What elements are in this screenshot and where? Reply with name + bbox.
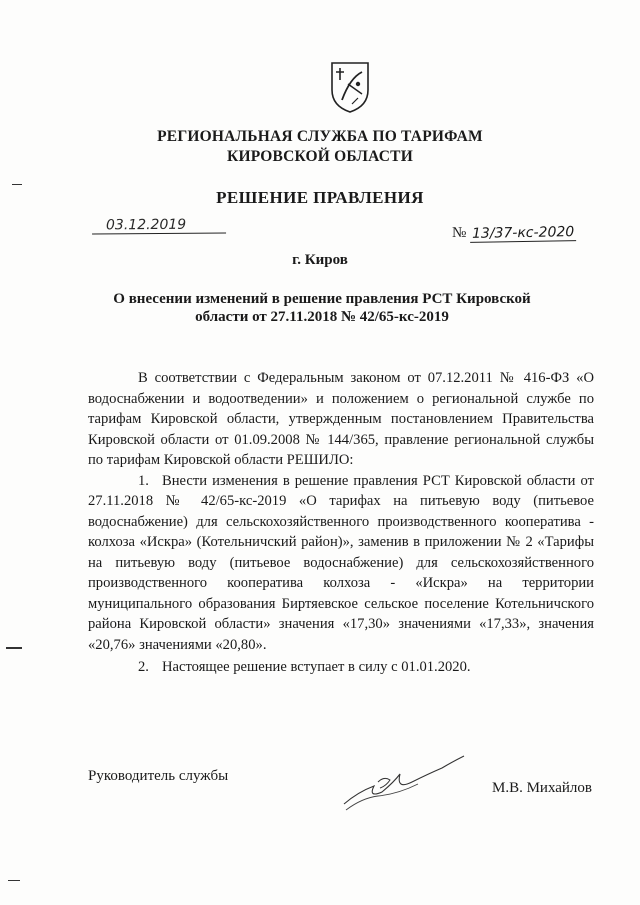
item-2-number: 2. bbox=[138, 659, 149, 675]
item-1-number: 1. bbox=[138, 472, 149, 489]
org-name-line2: КИРОВСКОЙ ОБЛАСТИ bbox=[227, 148, 413, 165]
item-2 bbox=[88, 657, 594, 678]
scan-mark bbox=[8, 880, 20, 881]
signature-icon bbox=[338, 752, 468, 814]
number-value: 13/37-кс-2020 bbox=[470, 224, 577, 243]
item-2-text: Настоящее решение вступает в силу с 01.01.2020. bbox=[162, 659, 471, 675]
document-title: РЕШЕНИЕ ПРАВЛЕНИЯ bbox=[216, 188, 424, 207]
document-number bbox=[452, 225, 576, 242]
item-1-text: Внести изменения в решение правления РСТ Кировской области от 27.11.2018 № 42/65-кс-2019 «О тарифах на питьевую воду (питьевое водоснабжение) для сельскохозяйственного производственного кооператива - колхоза «Искра» (Котельничский район)», заменив в приложении № 2 «Тарифы на питьевую воду (питьевое водоснабжение) для сельскохозяйственного производственного кооператива колхоза - «Искра» на территории муниципального образования Биртяевское сельское поселение Котельничского района Кировской области» значения «17,30» значениями «17,33», значения «20,76» значениями «20,80». bbox=[88, 472, 594, 653]
org-name-line1: РЕГИОНАЛЬНАЯ СЛУЖБА ПО ТАРИФАМ bbox=[157, 128, 483, 145]
document-subject: О внесении изменений в решение правления РСТ Кировской области от 27.11.2018 № 42/65-кс-2019 bbox=[113, 291, 531, 325]
number-sign: № bbox=[452, 225, 467, 241]
coat-of-arms-icon bbox=[328, 60, 372, 114]
document-date: 03.12.2019 bbox=[92, 218, 226, 235]
item-1 bbox=[88, 471, 594, 656]
document-body bbox=[88, 368, 594, 678]
scan-mark bbox=[6, 647, 22, 649]
preamble-paragraph: В соответствии с Федеральным законом от 07.12.2011 № 416-ФЗ «О водоснабжении и водоотведении» и положением о региональной службе по тарифам Кировской области, утвержденным постановлением Правительства Кировской области от 01.09.2008 № 144/365, правление региональной службы по тарифам Кировской области РЕШИЛО: bbox=[88, 370, 594, 468]
scan-mark bbox=[12, 184, 22, 185]
city: г. Киров bbox=[292, 252, 348, 268]
signer-name: М.В. Михайлов bbox=[491, 780, 592, 796]
signer-role: Руководитель службы bbox=[88, 768, 229, 784]
